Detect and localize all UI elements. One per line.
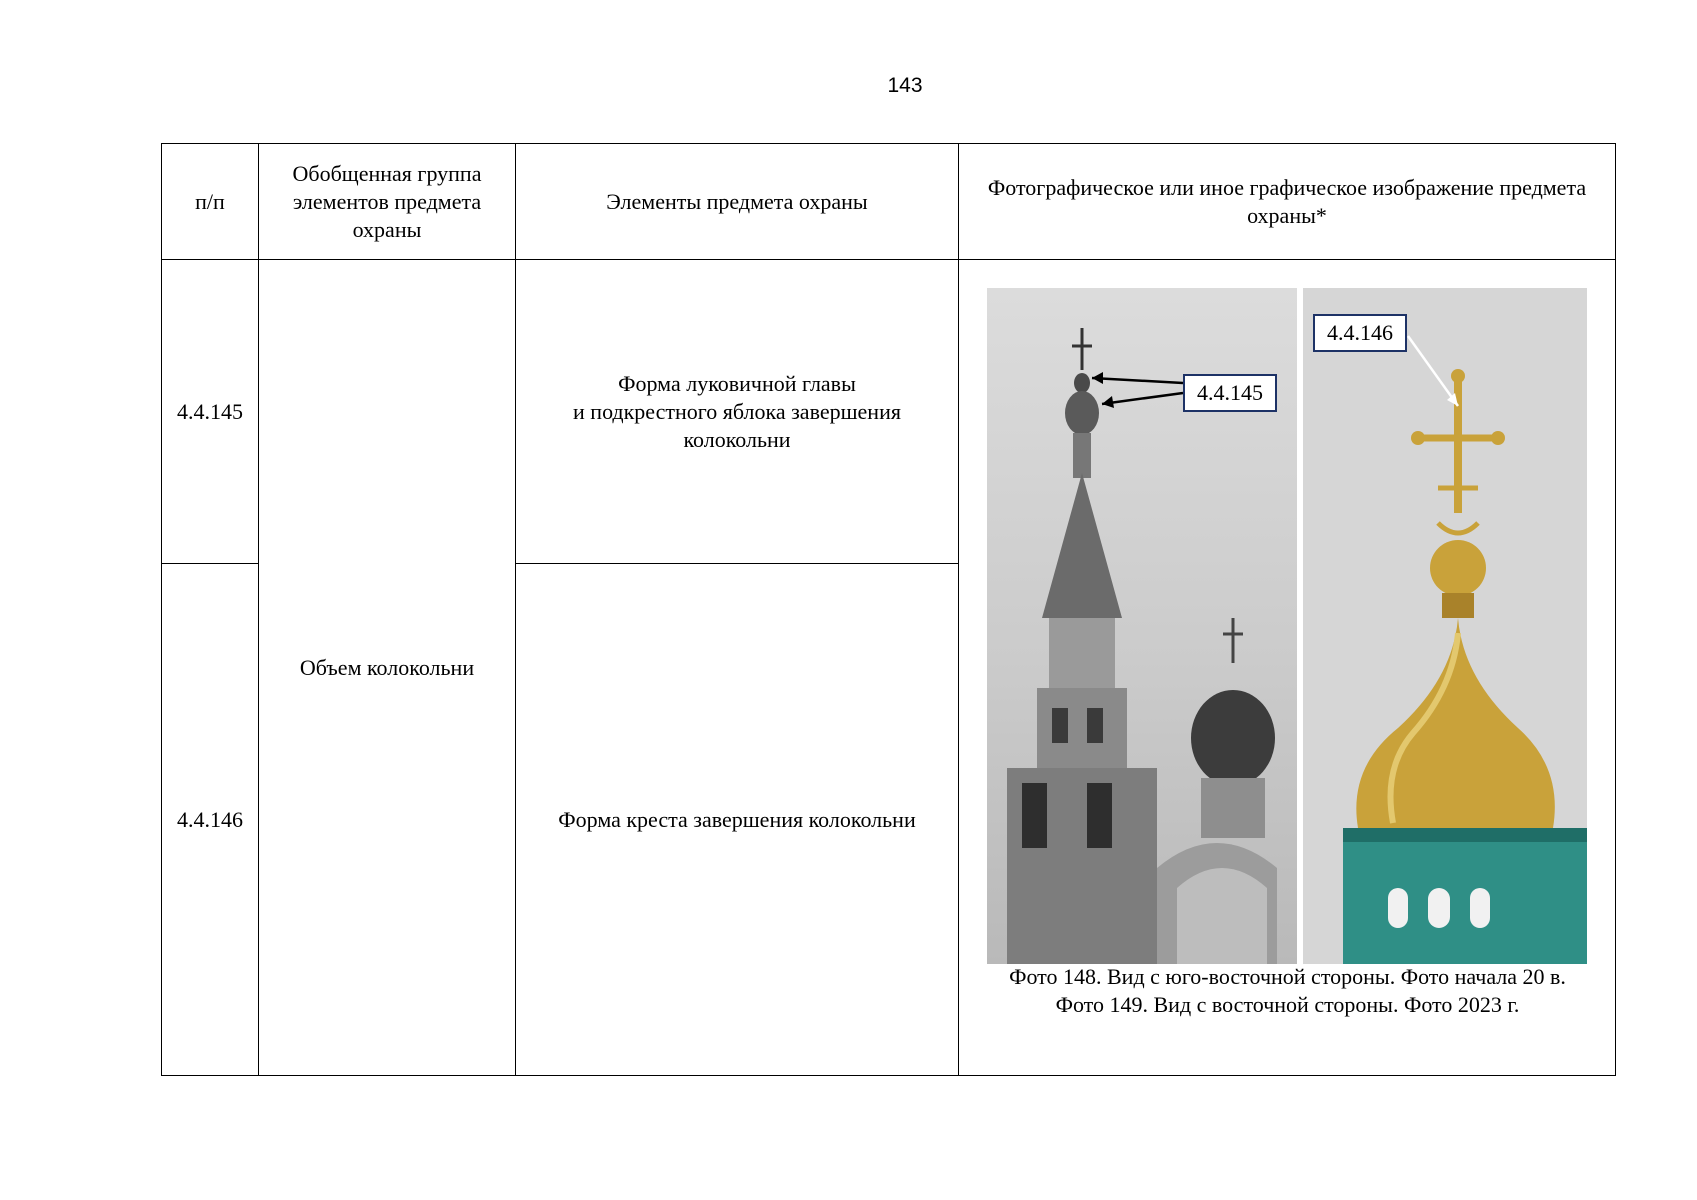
photo-pair xyxy=(987,288,1587,964)
header-num: п/п xyxy=(162,144,259,260)
group-cell: Объем колокольни xyxy=(259,260,516,1076)
table-header-row xyxy=(162,144,1616,260)
element-description: Форма креста завершения колокольни xyxy=(516,564,959,1076)
header-elements: Элементы предмета охраны xyxy=(516,144,959,260)
label-4-4-146: 4.4.146 xyxy=(1313,314,1407,352)
photo-148-belfry-old xyxy=(987,288,1297,964)
photo-captions xyxy=(959,963,1616,1019)
header-group: Обобщенная группа элементов предмета охраны xyxy=(259,144,516,260)
table-row xyxy=(162,260,1616,564)
element-description: Форма луковичной главы и подкрестного яблока завершения колокольни xyxy=(516,260,959,564)
row-number: 4.4.145 xyxy=(162,260,259,564)
header-image: Фотографическое или иное графическое изображение предмета охраны* xyxy=(959,144,1616,260)
caption-photo-149: Фото 149. Вид с восточной стороны. Фото 2023 г. xyxy=(1055,992,1520,1017)
photo-cell xyxy=(959,260,1616,1076)
label-4-4-145: 4.4.145 xyxy=(1183,374,1277,412)
row-number: 4.4.146 xyxy=(162,564,259,1076)
photo-149-cross-new xyxy=(1303,288,1587,964)
page-number: 143 xyxy=(887,74,923,97)
cross-dome-illustration xyxy=(1303,288,1587,964)
protection-elements-table xyxy=(161,143,1616,1076)
caption-photo-148: Фото 148. Вид с юго-восточной стороны. Фото начала 20 в. xyxy=(1009,964,1566,989)
